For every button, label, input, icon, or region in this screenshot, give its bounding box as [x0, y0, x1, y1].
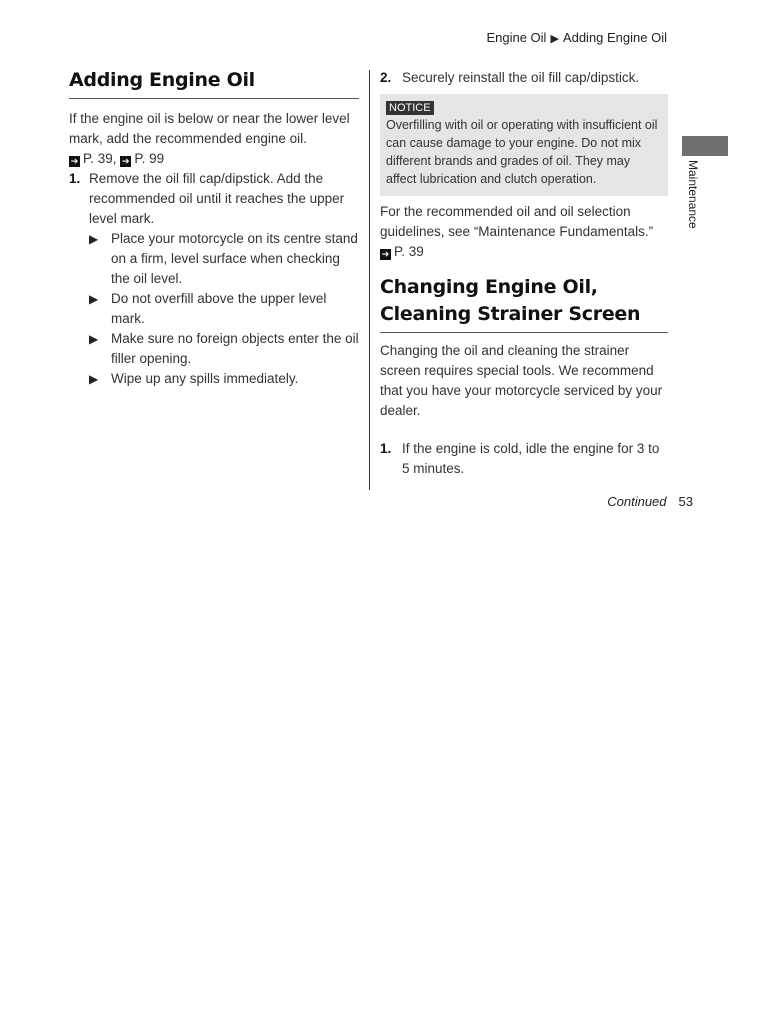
- list-item: [89, 329, 359, 369]
- step-item: [69, 169, 359, 229]
- bullet-list: [69, 229, 359, 389]
- body-paragraph: Changing the oil and cleaning the strainer screen requires special tools. We recommend that you have your motorcycle serviced by your dealer.: [380, 343, 663, 418]
- intro-paragraph: If the engine oil is below or near the lower level mark, add the recommended engine oil.: [69, 111, 350, 146]
- guidelines-paragraph: For the recommended oil and oil selection guidelines, see “Maintenance Fundamentals.”: [380, 204, 654, 239]
- triangle-right-icon: ▶: [89, 372, 99, 386]
- reference-arrow-icon: ➔: [70, 156, 79, 166]
- step-number: 1.: [69, 171, 81, 186]
- list-item-text: Make sure no foreign objects enter the oil filler opening.: [111, 331, 359, 366]
- triangle-right-icon: ▶: [89, 292, 99, 306]
- page-footer: [607, 494, 693, 509]
- step-number: 2.: [380, 70, 392, 85]
- step-item: [380, 439, 668, 479]
- section-tab-label: Maintenance: [686, 160, 700, 229]
- left-column: [69, 66, 359, 389]
- breadcrumb-section: Engine Oil: [486, 30, 547, 45]
- breadcrumb: [486, 30, 667, 45]
- step-text: Securely reinstall the oil fill cap/dipstick.: [402, 70, 640, 85]
- section-heading: Changing Engine Oil, Cleaning Strainer Screen: [380, 274, 668, 333]
- list-item: [89, 289, 359, 329]
- step-item: [380, 68, 668, 88]
- page-references: [380, 242, 668, 262]
- page-ref-link[interactable]: P. 39,: [83, 151, 117, 166]
- notice-text: Overfilling with oil or operating with insufficient oil can cause damage to your engine. Do not mix different brands and grades of oil. They may affect lubrication and clutch operation.: [386, 118, 658, 186]
- notice-box: [380, 94, 668, 196]
- reference-arrow-icon: ➔: [381, 249, 390, 259]
- list-item: [89, 229, 359, 289]
- page-ref-link[interactable]: P. 39: [394, 244, 424, 259]
- continued-label: Continued: [607, 494, 667, 509]
- reference-arrow-icon: ➔: [122, 156, 130, 166]
- list-item-text: Place your motorcycle on its centre stand on a firm, level surface when checking the oil level.: [111, 231, 358, 286]
- notice-tag: NOTICE: [386, 101, 434, 115]
- step-text: If the engine is cold, idle the engine for 3 to 5 minutes.: [402, 441, 660, 476]
- page-number: 53: [678, 494, 693, 509]
- triangle-right-icon: ▶: [89, 232, 99, 246]
- breadcrumb-page: Adding Engine Oil: [562, 30, 667, 45]
- page-references: [69, 149, 359, 169]
- section-tab-marker: [682, 136, 728, 156]
- triangle-right-icon: ▶: [89, 332, 99, 346]
- page-ref-link[interactable]: P. 99: [134, 151, 165, 166]
- list-item-text: Do not overfill above the upper level mark.: [111, 291, 327, 326]
- section-heading: Adding Engine Oil: [69, 66, 359, 99]
- list-item-text: Wipe up any spills immediately.: [111, 371, 299, 386]
- step-number: 1.: [380, 441, 392, 456]
- right-column: [380, 68, 668, 479]
- list-item: [89, 369, 359, 389]
- triangle-right-icon: ▶: [550, 33, 559, 45]
- column-divider: [369, 70, 370, 490]
- step-text: Remove the oil fill cap/dipstick. Add the recommended oil until it reaches the upper level mark.: [89, 171, 345, 226]
